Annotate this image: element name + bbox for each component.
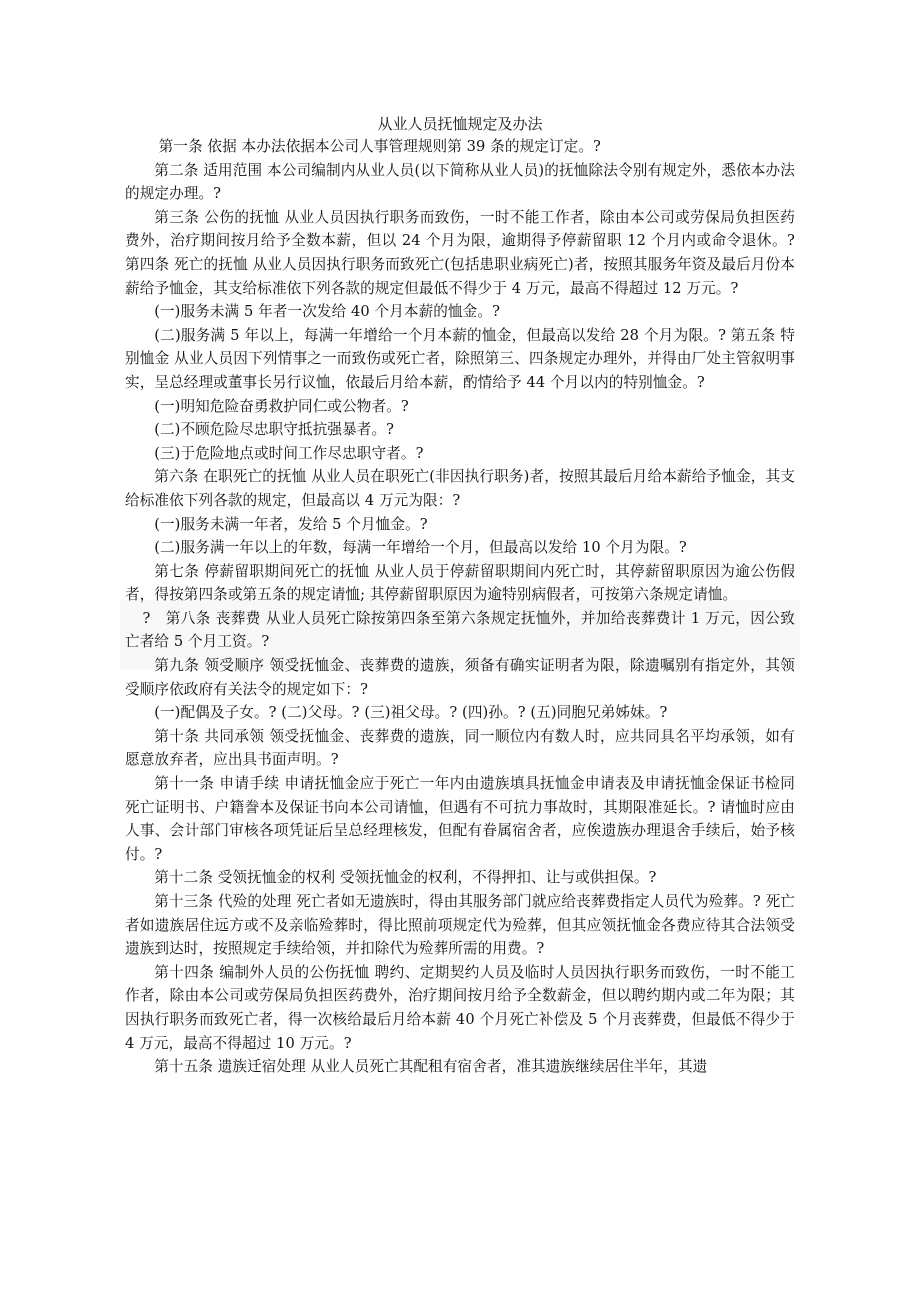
article-12: 第十二条 受领抚恤金的权利 受领抚恤金的权利，不得押扣、让与或供担保。?	[154, 869, 657, 887]
article-5-item-1: (一)明知危险奋勇救护同仁或公物者。?	[154, 397, 409, 415]
article-5-item-3: (三)于危险地点或时间工作尽忠职守者。?	[154, 444, 424, 462]
article-6-item-1: (一)服务未满一年者，发给 5 个月恤金。?	[154, 515, 428, 533]
article-7: 第七条 停薪留职期间死亡的抚恤 从业人员于停薪留职期间内死亡时，其停薪留职原因为逾公伤假者，得按第四条或第五条的规定请恤; 其停薪留职原因为逾特别病假者，可按第六条规定请恤。	[125, 562, 795, 604]
article-2: 第二条 适用范围 本公司编制内从业人员(以下简称从业人员)的抚恤除法令别有规定外，悉依本办法的规定办理。?	[125, 161, 795, 203]
article-4-item-2-and-article-5: (二)服务满 5 年以上，每满一年增给一个月本薪的恤金，但最高以发给 28 个月为限。? 第五条 特别恤金 从业人员因下列情事之一而致伤或死亡者，除照第三、四条规定办理外，并得由厂处主管叙明事实，呈总经理或董事长另行议恤，依最后月给本薪，酌情给予 44 个月以内的特别恤金。?	[125, 326, 795, 391]
article-5-item-2: (二)不顾危险尽忠职守抵抗强暴者。?	[154, 421, 395, 439]
article-4-item-1: (一)服务未满 5 年者一次发给 40 个月本薪的恤金。?	[154, 303, 500, 321]
article-9: 第九条 领受顺序 领受抚恤金、丧葬费的遗族，须备有确实证明者为限，除遗嘱别有指定外，其领受顺序依政府有关法令的规定如下：?	[125, 657, 795, 698]
article-9-items: (一)配偶及子女。? (二)父母。? (三)祖父母。? (四)孙。? (五)同胞兄弟姊妹。?	[154, 704, 668, 722]
article-11: 第十一条 申请手续 申请抚恤金应于死亡一年内由遗族填具抚恤金申请表及申请抚恤金保证书检同死亡证明书、户籍誊本及保证书向本公司请恤，但遇有不可抗力事故时，其期限准延长。? 请恤时应由人事、会计部门审核各项凭证后呈总经理核发，但配有眷属宿舍者，应俟遗族办理退舍手续后，始予核付。?	[125, 775, 795, 863]
article-8: ? 第八条 丧葬费 从业人员死亡除按第四条至第六条规定抚恤外，并加给丧葬费计 1 万元，因公致亡者给 5 个月工资。?	[125, 609, 795, 651]
article-15: 第十五条 遗族迁宿处理 从业人员死亡其配租有宿舍者，准其遗族继续居住半年，其遗	[154, 1058, 708, 1076]
article-1: 第一条 依据 本办法依据本公司人事管理规则第 39 条的规定订定。?	[158, 138, 601, 155]
document-title: 从业人员抚恤规定及办法	[377, 115, 543, 133]
article-6: 第六条 在职死亡的抚恤 从业人员在职死亡(非因执行职务)者，按照其最后月给本薪给予恤金，其支给标准依下列各款的规定，但最高以 4 万元为限：?	[125, 468, 795, 509]
document-body	[125, 135, 795, 1079]
article-10: 第十条 共同承领 领受抚恤金、丧葬费的遗族，同一顺位内有数人时，应共同具名平均承领，如有愿意放弃者，应出具书面声明。?	[125, 727, 795, 769]
article-13: 第十三条 代殓的处理 死亡者如无遗族时，得由其服务部门就应给丧葬费指定人员代为殓葬。? 死亡者如遗族居住远方或不及亲临殓葬时，得比照前项规定代为殓葬，但其应领抚恤金各费应待其合法领受遗族到达时，按照规定手续给领，并扣除代为殓葬所需的用费。?	[125, 893, 795, 958]
article-6-item-2: (二)服务满一年以上的年数，每满一年增给一个月，但最高以发给 10 个月为限。?	[154, 539, 687, 557]
article-14: 第十四条 编制外人员的公伤抚恤 聘约、定期契约人员及临时人员因执行职务而致伤，一时不能工作者，除由本公司或劳保局负担医药费外，治疗期间按月给予全数薪金，但以聘约期内或二年为限；其因执行职务而致死亡者，得一次核给最后月给本薪 40 个月死亡补偿及 5 个月丧葬费，但最低不得少于 4 万元，最高不得超过 10 万元。?	[125, 963, 795, 1052]
article-3-4: 第三条 公伤的抚恤 从业人员因执行职务而致伤，一时不能工作者，除由本公司或劳保局负担医药费外，治疗期间按月给予全数本薪，但以 24 个月为限，逾期得予停薪留职 12 个月内或命令退休。? 第四条 死亡的抚恤 从业人员因执行职务而致死亡(包括患职业病死亡)者，按照其服务年资及最后月份本薪给予恤金，其支给标准依下列各款的规定但最低不得少于 4 万元，最高不得超过 12 万元。?	[125, 208, 795, 297]
